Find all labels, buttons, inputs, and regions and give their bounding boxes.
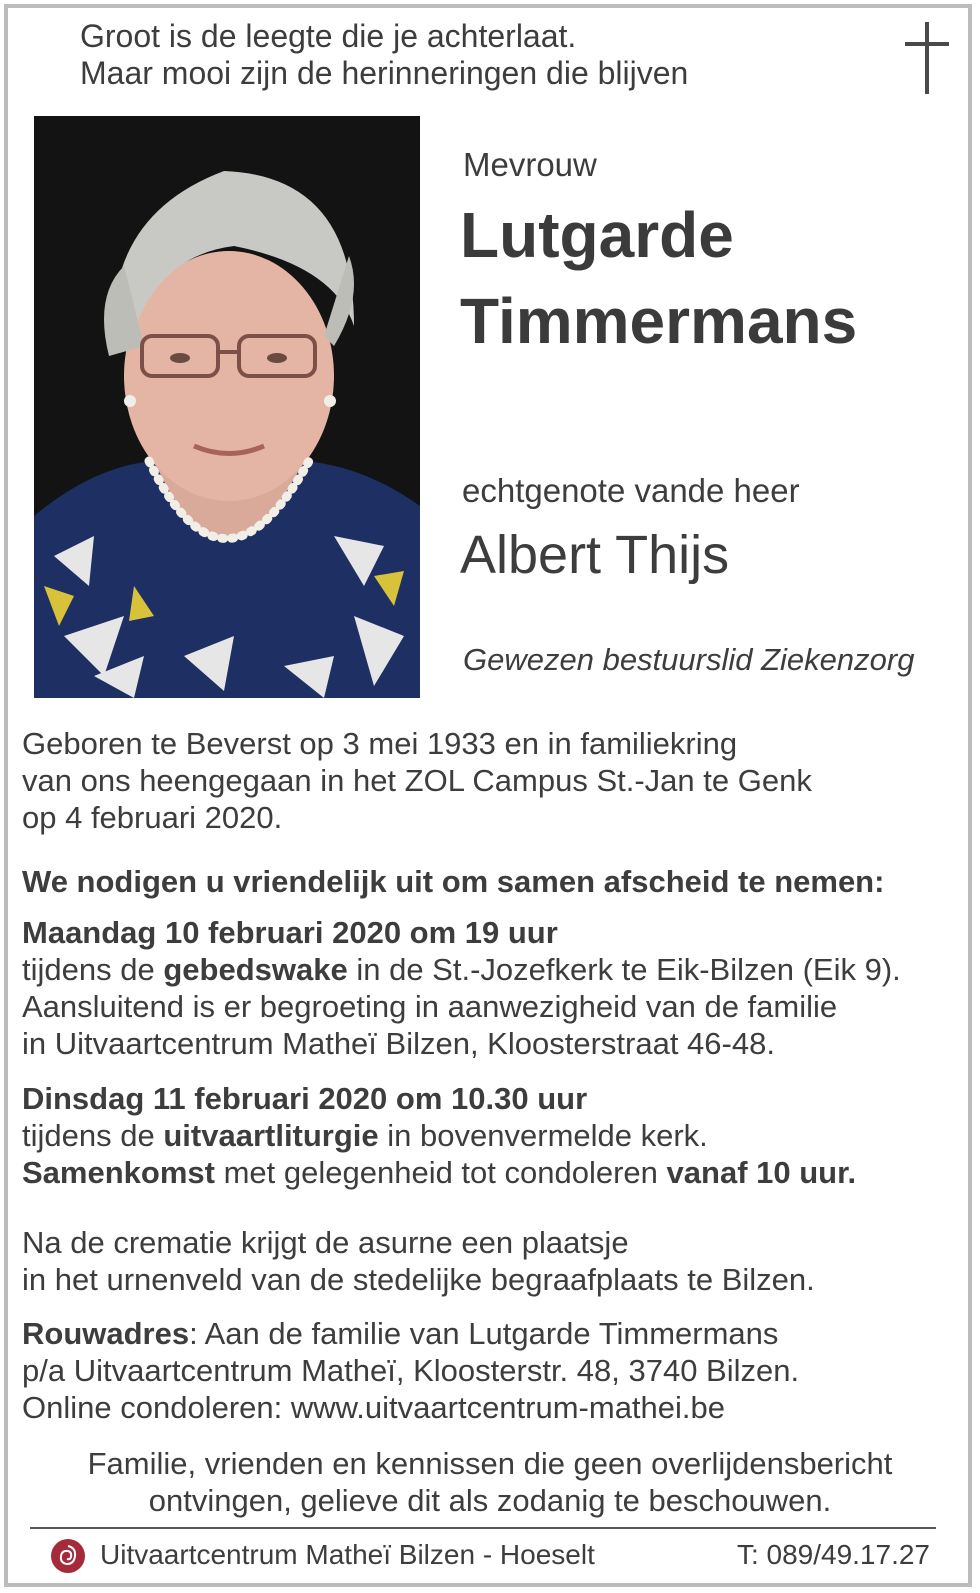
wake-line-3: Aansluitend is er begroeting in aanwezigheid van de familie: [22, 989, 838, 1024]
notice-paragraph: [22, 1445, 958, 1519]
wake-pre: tijdens de: [22, 952, 155, 987]
funeral-line-2: [22, 1117, 958, 1154]
address-line-2: p/a Uitvaartcentrum Matheï, Kloosterstr. 48, 3740 Bilzen.: [22, 1353, 800, 1388]
deceased-last-name: Timmermans: [460, 285, 858, 357]
address-line-1: [22, 1315, 958, 1352]
cremation-line-2: in het urnenveld van de stedelijke begraafplaats te Bilzen.: [22, 1262, 815, 1297]
cremation-paragraph: [22, 1224, 958, 1298]
birth-paragraph: [22, 725, 958, 836]
wake-paragraph: [22, 914, 958, 1062]
funeral-date: Dinsdag 11 februari 2020 om 10.30 uur: [22, 1081, 588, 1116]
funeral-home-name: Uitvaartcentrum Matheï Bilzen - Hoeselt: [100, 1539, 595, 1570]
quote-line-1: Groot is de leegte die je achterlaat.: [80, 18, 577, 54]
deceased-first-name: Lutgarde: [460, 199, 734, 271]
funeral-paragraph: [22, 1080, 958, 1191]
notice-line-2: ontvingen, gelieve dit als zodanig te beschouwen.: [148, 1483, 832, 1518]
deceased-name: [460, 192, 857, 364]
deceased-role: Gewezen bestuurslid Ziekenzorg: [463, 642, 915, 677]
invitation-heading: We nodigen u vriendelijk uit om samen afscheid te nemen:: [22, 864, 885, 899]
gathering-time: vanaf 10 uur.: [666, 1155, 857, 1190]
cross-icon: [905, 22, 949, 94]
address-line-1-rest: : Aan de familie van Lutgarde Timmermans: [189, 1316, 779, 1351]
cremation-line-1: Na de crematie krijgt de asurne een plaatsje: [22, 1225, 629, 1260]
quote-line-2: Maar mooi zijn de herinneringen die blijven: [80, 55, 689, 91]
wake-line-4: in Uitvaartcentrum Matheï Bilzen, Kloosterstraat 46-48.: [22, 1026, 775, 1061]
online-condolences: Online condoleren: www.uitvaartcentrum-mathei.be: [22, 1390, 726, 1425]
footer-divider: [30, 1527, 936, 1529]
spouse-label: echtgenote vande heer: [462, 472, 800, 509]
rose-logo-icon: [50, 1538, 86, 1574]
wake-post: in de St.-Jozefkerk te Eik-Bilzen (Eik 9).: [356, 952, 901, 987]
spouse-name: Albert Thijs: [460, 525, 730, 585]
funeral-home-phone: T: 089/49.17.27: [736, 1539, 930, 1570]
funeral-pre: tijdens de: [22, 1118, 155, 1153]
birth-line-1: Geboren te Beverst op 3 mei 1933 en in familiekring: [22, 726, 738, 761]
funeral-line-3: [22, 1154, 958, 1191]
birth-line-3: op 4 februari 2020.: [22, 800, 283, 835]
gathering-text: met gelegenheid tot condoleren: [223, 1155, 658, 1190]
gathering-label: Samenkomst: [22, 1155, 215, 1190]
funeral-post: in bovenvermelde kerk.: [387, 1118, 708, 1153]
portrait-photo: [34, 116, 420, 698]
notice-line-1: Familie, vrienden en kennissen die geen overlijdensbericht: [87, 1446, 893, 1481]
address-label: Rouwadres: [22, 1316, 190, 1351]
wake-event: gebedswake: [163, 952, 348, 987]
memorial-quote: [80, 18, 688, 92]
birth-line-2: van ons heengegaan in het ZOL Campus St.-Jan te Genk: [22, 763, 812, 798]
address-paragraph: [22, 1315, 958, 1426]
wake-line-2: [22, 951, 958, 988]
funeral-event: uitvaartliturgie: [163, 1118, 379, 1153]
deceased-title: Mevrouw: [463, 146, 597, 183]
wake-date: Maandag 10 februari 2020 om 19 uur: [22, 915, 558, 950]
